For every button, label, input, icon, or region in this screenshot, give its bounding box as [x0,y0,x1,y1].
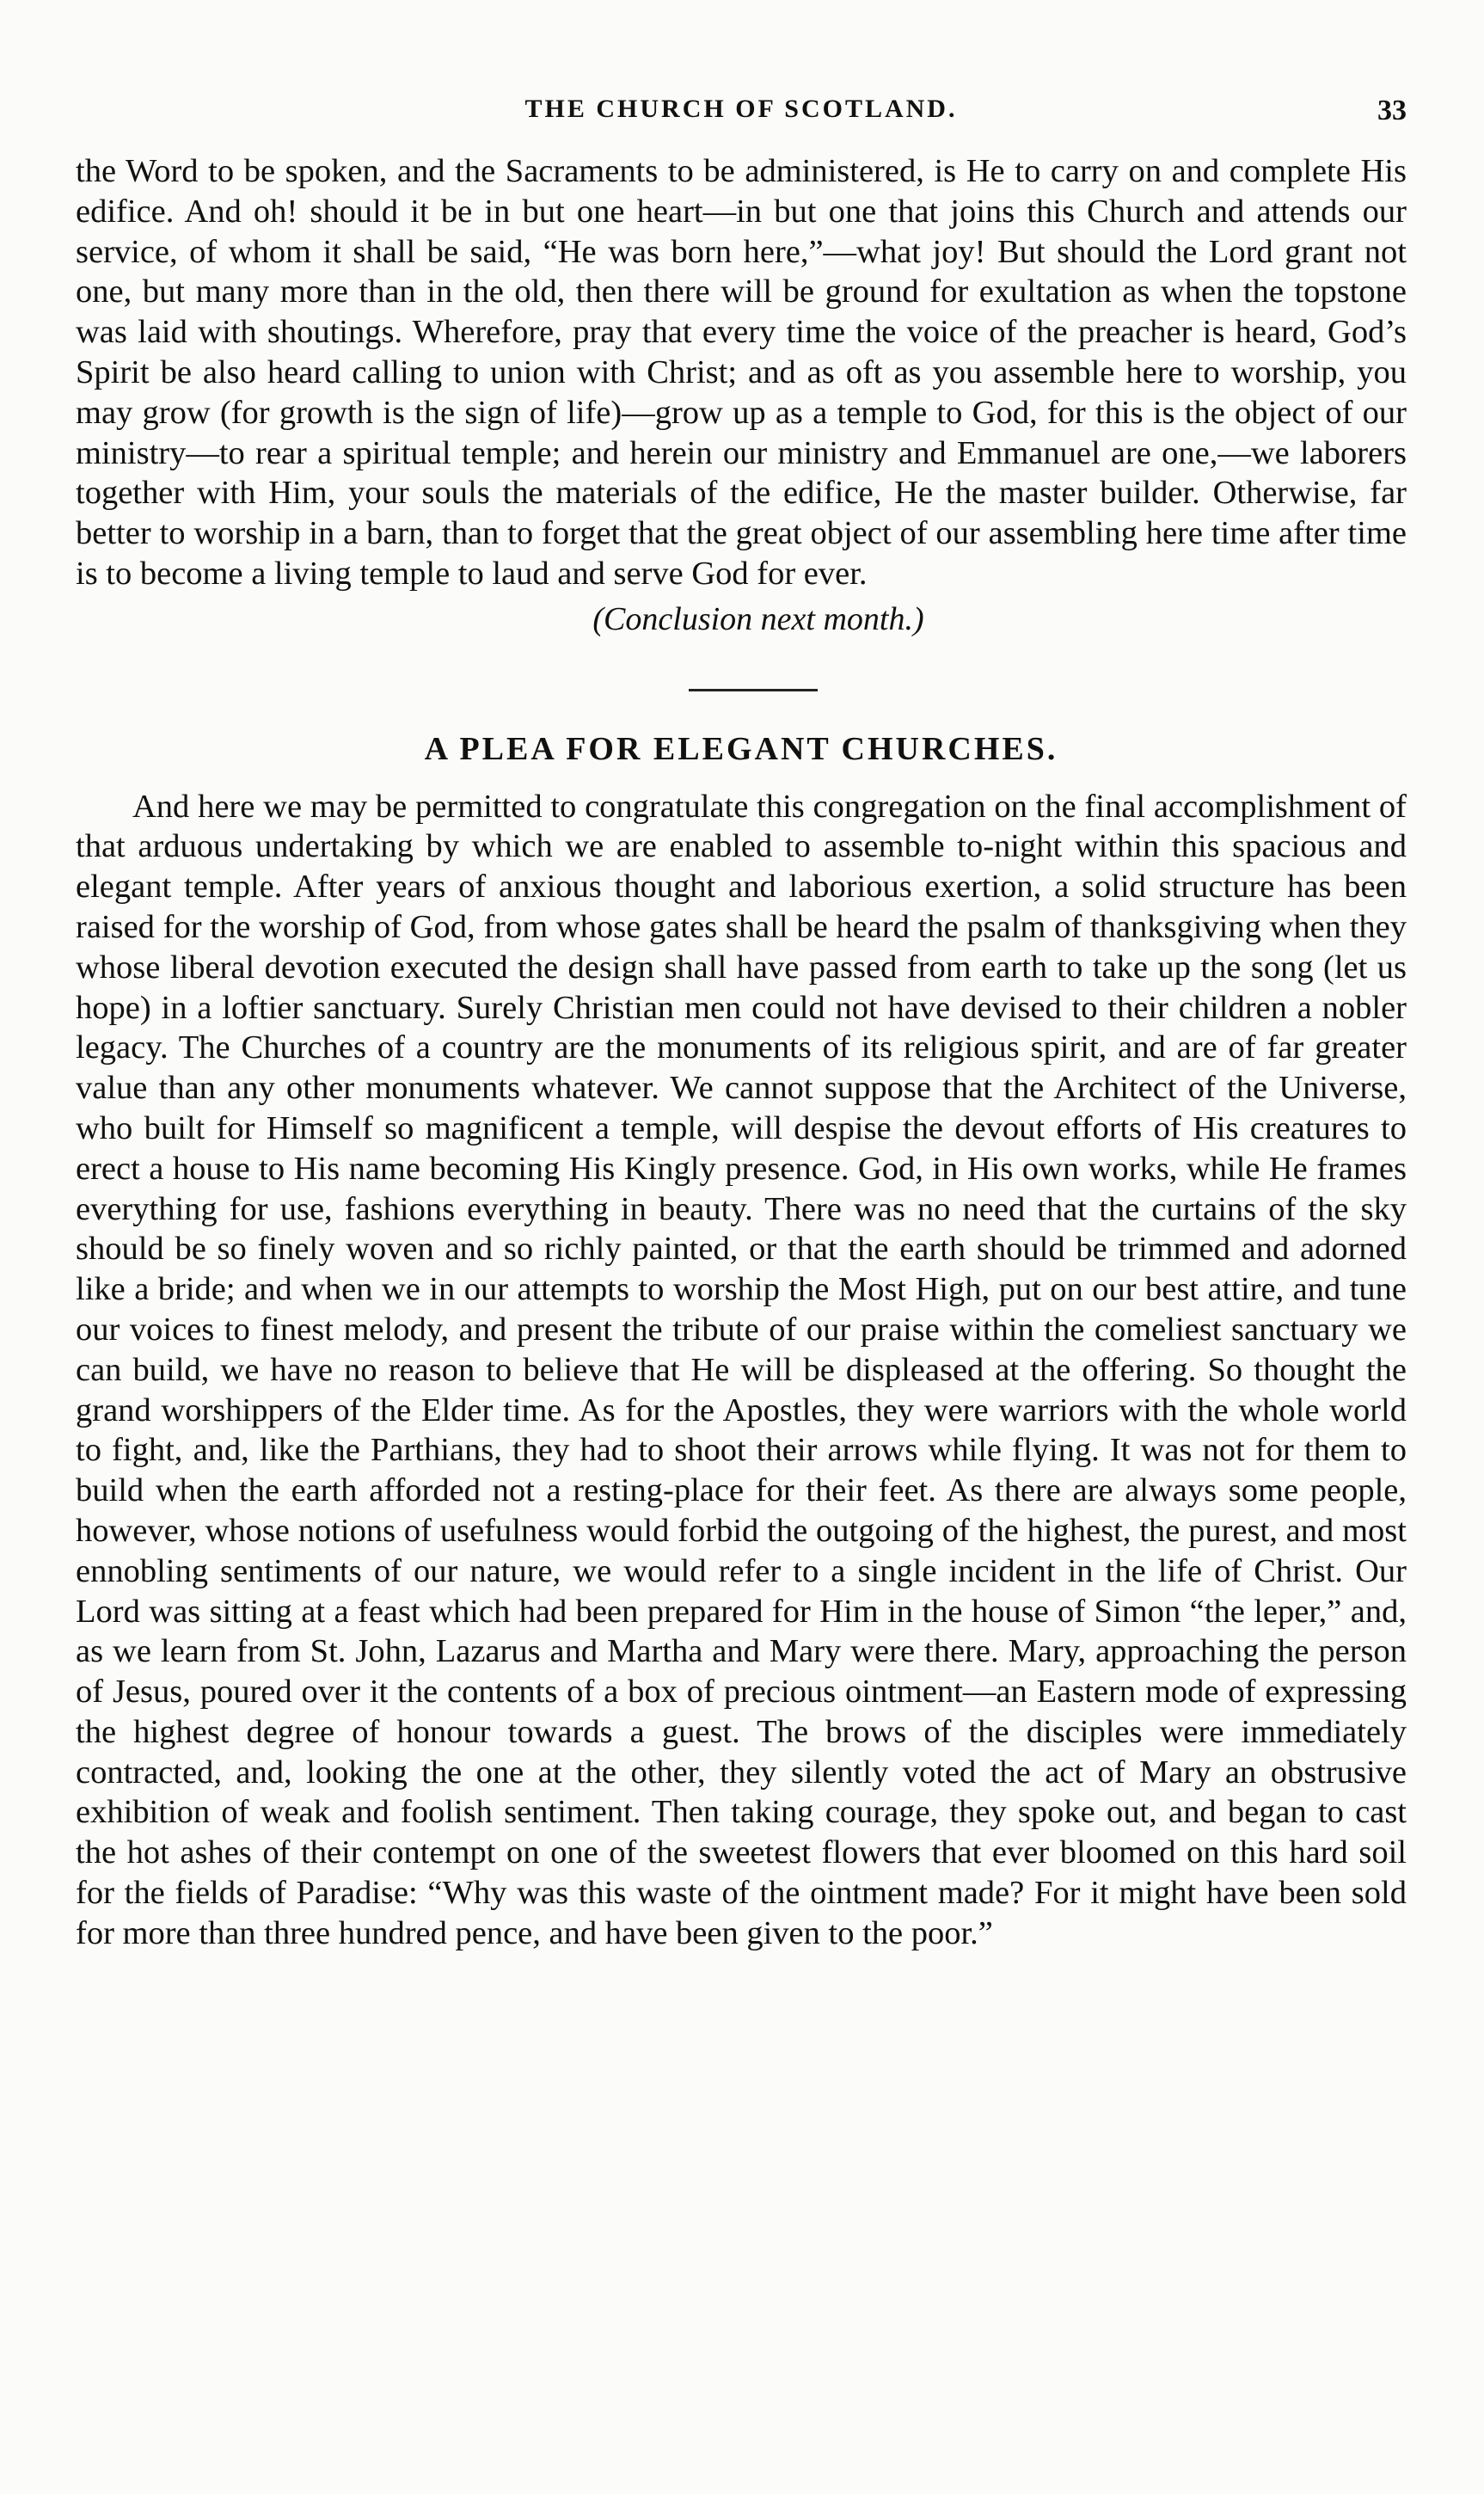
book-page [76,95,1407,1954]
running-head [76,95,1407,146]
continued-paragraph: the Word to be spoken, and the Sacraments to be administered, is He to carry on and complete His edifice. And oh! should it be in but one heart—in but one that joins this Church and attends our service, of whom it shall be said, “He was born here,”—what joy! But should the Lord grant not one, but many more than in the old, then there will be ground for exultation as when the topstone was laid with shoutings. Wherefore, pray that every time the voice of the preacher is heard, God’s Spirit be also heard calling to union with Christ; and as oft as you assemble here to worship, you may grow (for growth is the sign of life)—grow up as a temple to God, for this is the object of our ministry—to rear a spiritual temple; and herein our ministry and Emmanuel are one,—we laborers together with Him, your souls the materials of the edifice, He the master builder. Otherwise, far better to worship in a barn, than to forget that the great object of our assembling here time after time is to become a living temple to laud and serve God for ever. [76,153,1407,592]
page-number: 33 [1377,95,1407,126]
conclusion-note: (Conclusion next month.) [592,600,924,637]
running-head-title: THE CHURCH OF SCOTLAND. [524,95,958,123]
section-heading: A PLEA FOR ELEGANT CHURCHES. [424,730,1058,767]
section-divider [689,689,818,691]
section-paragraph: And here we may be permitted to congratulate this congregation on the final accomplishment of that arduous undertaking by which we are enabled to assemble to-night within this spacious and elegant temple. After years of anxious thought and laborious exertion, a solid structure has been raised for the worship of God, from whose gates shall be heard the psalm of thanksgiving when they whose liberal devotion executed the design shall have passed from earth to take up the song (let us hope) in a loftier sanctuary. Surely Christian men could not have devised to their children a nobler legacy. The Churches of a country are the monuments of its religious spirit, and are of far greater value than any other monuments whatever. We cannot suppose that the Architect of the Universe, who built for Himself so magnificent a temple, will despise the devout efforts of His creatures to erect a house to His name becoming His Kingly presence. God, in His own works, while He frames everything for use, fashions everything in beauty. There was no need that the curtains of the sky should be so finely woven and so richly painted, or that the earth should be trimmed and adorned like a bride; and when we in our attempts to worship the Most High, put on our best attire, and tune our voices to finest melody, and present the tribute of our praise within the comeliest sanctuary we can build, we have no reason to believe that He will be displeased at the offering. So thought the grand worshippers of the Elder time. As for the Apostles, they were warriors with the whole world to fight, and, like the Parthians, they had to shoot their arrows while flying. It was not for them to build when the earth afforded not a resting-place for their feet. As there are always some people, however, whose notions of usefulness would forbid the outgoing of the highest, the purest, and most ennobling sentiments of our nature, we would refer to a single incident in the life of Christ. Our Lord was sitting at a feast which had been prepared for Him in the house of Simon “the leper,” and, as we learn from St. John, Lazarus and Martha and Mary were there. Mary, approaching the person of Jesus, poured over it the contents of a box of precious ointment—an Eastern mode of expressing the highest degree of honour towards a guest. The brows of the disciples were immediately contracted, and, looking the one at the other, they silently voted the act of Mary an obstrusive exhibition of weak and foolish sentiment. Then taking courage, they spoke out, and began to cast the hot ashes of their contempt on one of the sweetest flowers that ever bloomed on this hard soil for the fields of Paradise: “Why was this waste of the ointment made? For it might have been sold for more than three hundred pence, and have been given to the poor.” [76,788,1407,1951]
body-text [76,151,1407,1954]
